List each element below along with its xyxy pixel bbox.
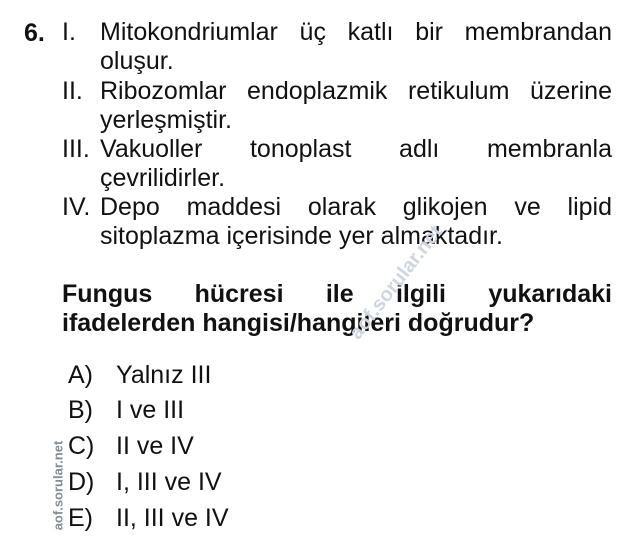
statement-roman: III. xyxy=(62,135,90,163)
watermark-side: aof.sorular.net xyxy=(50,440,66,531)
prompt-line: ifadelerden hangisi/hangileri doğrudur? xyxy=(62,309,535,337)
option-a[interactable] xyxy=(68,360,211,390)
option-letter: C) xyxy=(68,432,95,460)
statement-roman: I. xyxy=(62,18,76,46)
statement-line: oluşur. xyxy=(100,47,174,75)
statement-line: Mitokondriumlar üç katlı bir membrandan xyxy=(100,18,612,46)
statement-line: Ribozomlar endoplazmik retikulum üzerine xyxy=(100,77,612,105)
statement-line: Vakuoller tonoplast adlı membranla xyxy=(100,135,612,163)
statement-line: çevrilidirler. xyxy=(100,164,226,192)
option-letter: A) xyxy=(68,361,93,389)
statement-line: sitoplazma içerisinde yer almaktadır. xyxy=(100,222,503,250)
option-d[interactable] xyxy=(68,467,222,497)
option-text: II ve IV xyxy=(116,432,194,460)
option-e[interactable] xyxy=(68,503,229,533)
statement-line: yerleşmiştir. xyxy=(100,106,232,134)
statement-roman: IV. xyxy=(62,193,91,221)
prompt-line: Fungus hücresi ile ilgili yukarıdaki xyxy=(62,280,612,308)
statement-roman: II. xyxy=(62,77,83,105)
option-letter: B) xyxy=(68,396,93,424)
option-text: I, III ve IV xyxy=(116,468,222,496)
option-letter: D) xyxy=(68,468,95,496)
statement-line: Depo maddesi olarak glikojen ve lipid xyxy=(100,193,612,221)
question-number: 6. xyxy=(24,19,45,47)
option-b[interactable] xyxy=(68,395,184,425)
option-letter: E) xyxy=(68,504,93,532)
question-prompt xyxy=(62,280,612,338)
option-text: I ve III xyxy=(116,396,185,424)
option-text: Yalnız III xyxy=(116,361,212,389)
option-c[interactable] xyxy=(68,431,194,461)
option-text: II, III ve IV xyxy=(116,504,229,532)
watermark-center: aof.sorular.net xyxy=(345,221,448,344)
